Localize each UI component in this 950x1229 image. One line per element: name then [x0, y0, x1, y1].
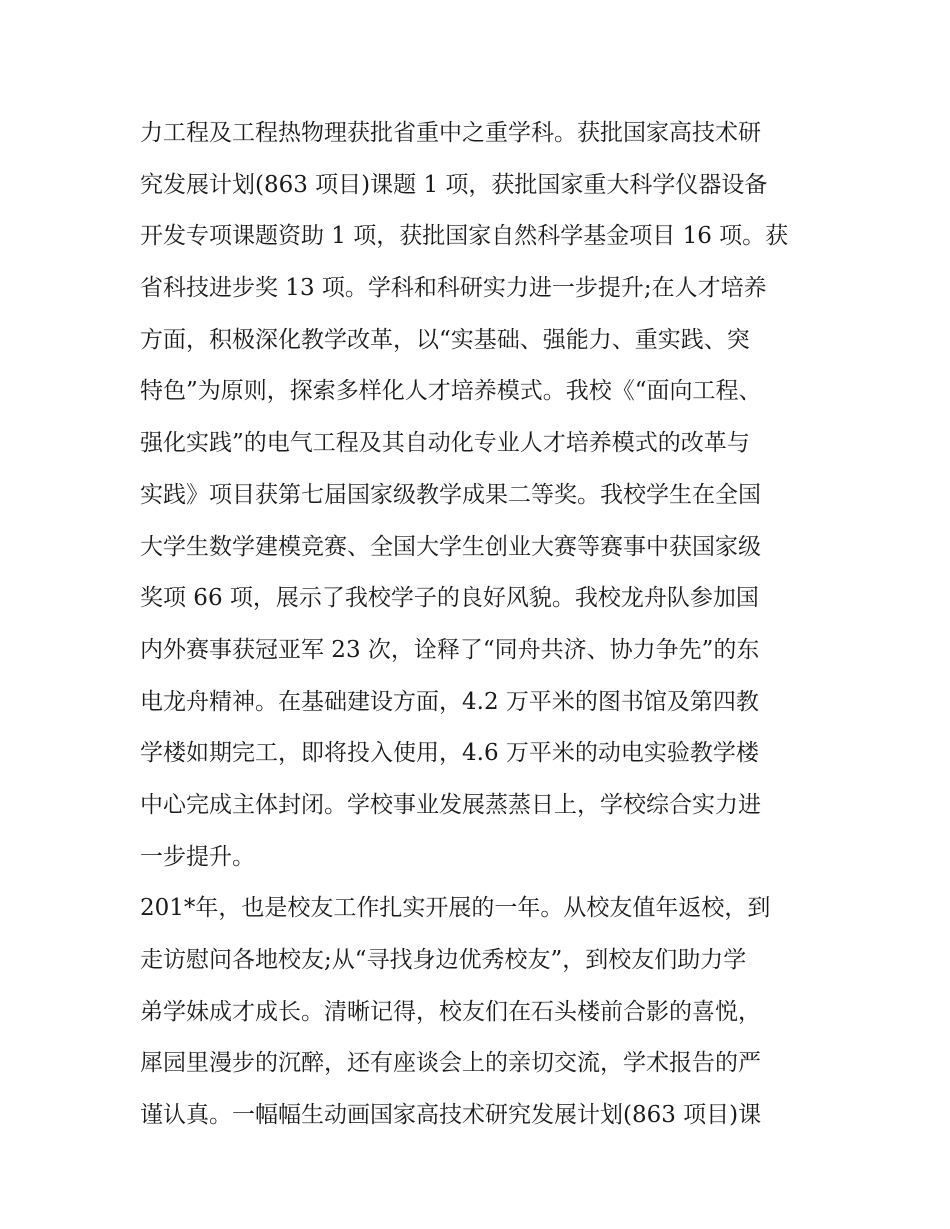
text-line: 内外赛事获冠亚军 23 次，诠释了“同舟共济、协力争先”的东: [140, 636, 760, 663]
text-line: 走访慰问各地校友;从“寻找身边优秀校友”，到校友们助力学: [140, 947, 747, 973]
text-line: 力工程及工程热物理获批省重中之重学科。获批国家高技术研: [140, 120, 761, 146]
text-line: 中心完成主体封闭。学校事业发展蒸蒸日上，学校综合实力进: [140, 791, 761, 818]
body-text: [140, 108, 820, 1142]
text-line: 犀园里漫步的沉醉，还有座谈会上的亲切交流，学术报告的严: [140, 1050, 761, 1077]
text-line: 究发展计划(863 项目)课题 1 项，获批国家重大科学仪器设备: [140, 171, 768, 198]
text-line: 特色”为原则，探索多样化人才培养模式。我校《“面向工程、: [140, 378, 762, 405]
text-line: 奖项 66 项，展示了我校学子的良好风貌。我校龙舟队参加国: [140, 585, 759, 612]
text-line: 开发专项课题资助 1 项，获批国家自然科学基金项目 16 项。获: [140, 223, 789, 250]
text-line: 强化实践”的电气工程及其自动化专业人才培养模式的改革与: [140, 430, 750, 457]
text-line: 学楼如期完工，即将投入使用，4.6 万平米的动电实验教学楼: [140, 740, 759, 767]
text-line: 谨认真。一幅幅生动画国家高技术研究发展计划(863 项目)课: [140, 1102, 762, 1129]
text-line: 方面，积极深化教学改革，以“实基础、强能力、重实践、突: [140, 326, 750, 353]
text-line: 弟学妹成才成长。清晰记得，校友们在石头楼前合影的喜悦，: [140, 998, 761, 1025]
text-line: 大学生数学建模竞赛、全国大学生创业大赛等赛事中获国家级: [140, 533, 761, 560]
text-line: 省科技进步奖 13 项。学科和科研实力进一步提升;在人才培养: [140, 275, 767, 302]
text-line: 电龙舟精神。在基础建设方面，4.2 万平米的图书馆及第四教: [140, 688, 759, 715]
text-line: 一步提升。: [140, 843, 255, 870]
paragraph-start-line: 201*年，也是校友工作扎实开展的一年。从校友值年返校，到: [140, 895, 771, 922]
text-line: 实践》项目获第七届国家级教学成果二等奖。我校学生在全国: [140, 481, 761, 508]
